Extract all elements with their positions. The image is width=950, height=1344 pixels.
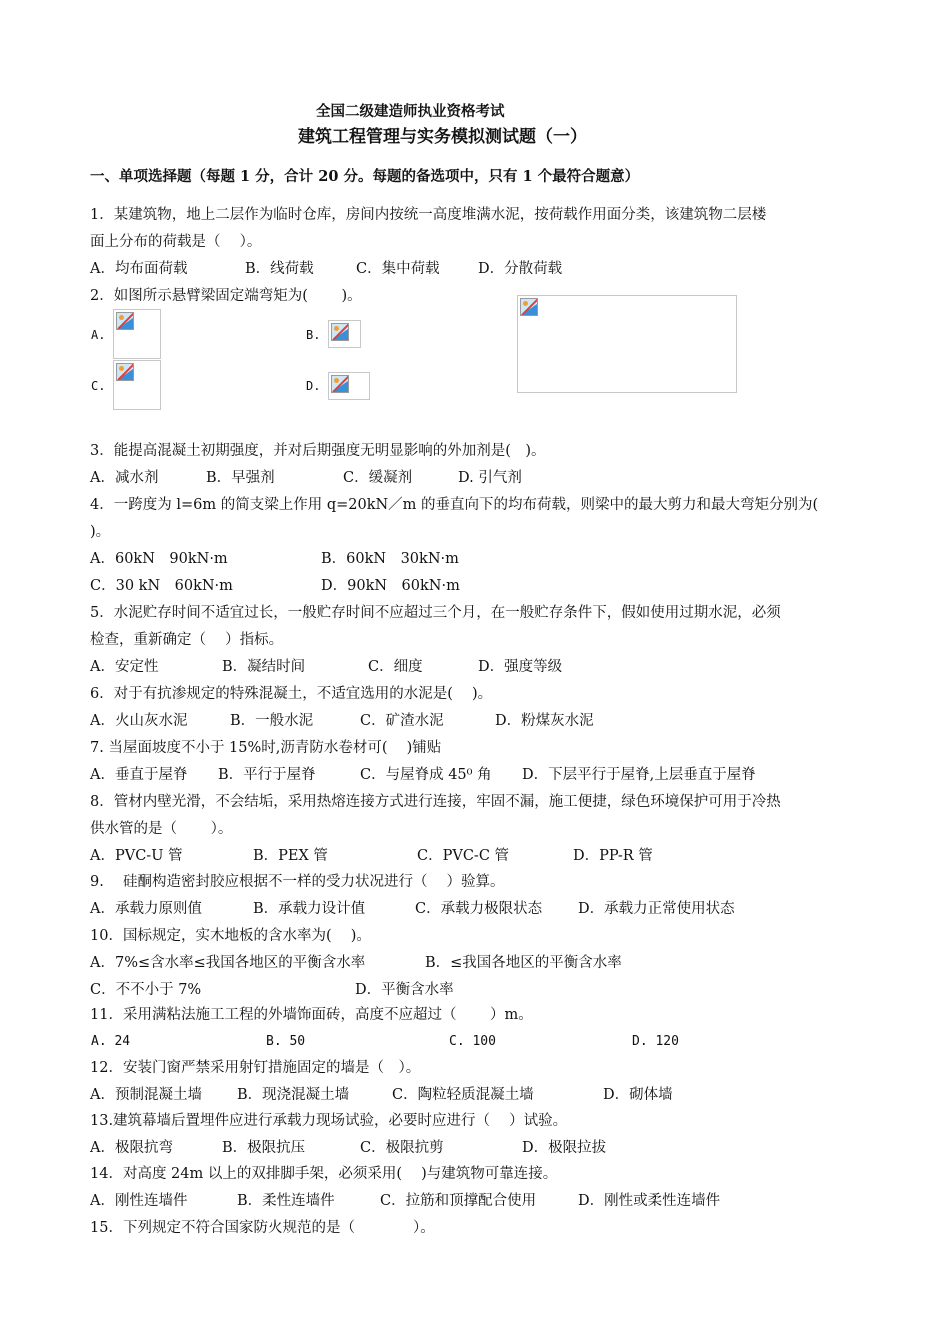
question-7-stem: 7. 当屋面坡度不小于 15%时,沥青防水卷材可( )铺贴 [90, 740, 442, 756]
q10-option-c: C．不不小于 7% [90, 982, 202, 998]
question-15-stem: 15．下列规定不符合国家防火规范的是（ ）。 [90, 1220, 435, 1236]
q6-option-a: A．火山灰水泥 [90, 713, 188, 729]
question-5-stem: 5．水泥贮存时间不适宜过长，一般贮存时间不应超过三个月，在一般贮存条件下，假如使用过期水泥，必须 [90, 605, 781, 621]
q9-option-d: D．承载力正常使用状态 [578, 901, 735, 917]
q4-option-a: A．60kN 90kN·m [90, 551, 228, 567]
q6-option-b: B．一般水泥 [230, 713, 314, 729]
q3-option-a: A．减水剂 [90, 470, 159, 486]
q11-option-c: C. 100 [449, 1034, 496, 1049]
q2-option-b: B. [306, 328, 321, 342]
q1-option-d: D．分散荷载 [478, 261, 563, 277]
broken-image-icon [116, 363, 134, 381]
q2-option-d: D. [306, 379, 321, 393]
q13-option-b: B．极限抗压 [222, 1140, 306, 1156]
q3-option-b: B．早强剂 [206, 470, 275, 486]
q7-option-b: B．平行于屋脊 [218, 767, 316, 783]
broken-image-icon [331, 323, 349, 341]
q11-option-d: D. 120 [632, 1034, 679, 1049]
question-6-stem: 6．对于有抗渗规定的特殊混凝土，不适宜选用的水泥是( )。 [90, 686, 493, 702]
q10-option-a: A．7%≤含水率≤我国各地区的平衡含水率 [90, 955, 366, 971]
paper-title: 建筑工程管理与实务模拟测试题（一） [298, 127, 587, 147]
q8-option-d: D．PP-R 管 [573, 848, 653, 864]
broken-image-icon [116, 312, 134, 330]
q5-option-d: D．强度等级 [478, 659, 563, 675]
question-10-stem: 10．国标规定，实木地板的含水率为( )。 [90, 928, 371, 944]
q8-option-c: C．PVC-C 管 [417, 848, 510, 864]
question-9-stem: 9. 硅酮构造密封胶应根据不一样的受力状况进行（ ）验算。 [90, 874, 505, 890]
q8-option-a: A．PVC-U 管 [90, 848, 183, 864]
q5-option-a: A．安定性 [90, 659, 159, 675]
q5-option-b: B．凝结时间 [222, 659, 306, 675]
q2-option-d-figure [328, 372, 370, 400]
q13-option-a: A．极限抗弯 [90, 1140, 173, 1156]
q9-option-a: A．承载力原则值 [90, 901, 202, 917]
q1-option-b: B．线荷载 [245, 261, 314, 277]
broken-image-icon [331, 375, 349, 393]
q10-option-d: D．平衡含水率 [355, 982, 454, 998]
q2-option-b-figure [328, 320, 361, 348]
q10-option-b: B．≤我国各地区的平衡含水率 [425, 955, 622, 971]
q4-option-d: D．90kN 60kN·m [321, 578, 460, 594]
q7-option-d: D．下层平行于屋脊,上层垂直于屋脊 [522, 767, 756, 783]
q7-option-a: A．垂直于屋脊 [90, 767, 188, 783]
q14-option-b: B．柔性连墙件 [237, 1193, 335, 1209]
q2-option-c-figure [113, 360, 161, 410]
q9-option-c: C．承载力极限状态 [415, 901, 543, 917]
exam-name: 全国二级建造师执业资格考试 [316, 103, 505, 120]
q5-option-c: C．细度 [368, 659, 423, 675]
q4-option-c: C．30 kN 60kN·m [90, 578, 233, 594]
q14-option-a: A．刚性连墙件 [90, 1193, 188, 1209]
q6-option-c: C．矿渣水泥 [360, 713, 444, 729]
q12-option-b: B．现浇混凝土墙 [237, 1087, 350, 1103]
q7-option-c: C．与屋脊成 45⁰ 角 [360, 767, 492, 783]
question-2-stem: 2．如图所示悬臂梁固定端弯矩为( )。 [90, 288, 362, 304]
q1-option-a: A．均布面荷载 [90, 261, 188, 277]
q14-option-d: D．刚性或柔性连墙件 [578, 1193, 721, 1209]
q12-option-c: C．陶粒轻质混凝土墙 [392, 1087, 534, 1103]
q8-option-b: B．PEX 管 [253, 848, 328, 864]
question-8-stem: 8．管材内壁光滑，不会结垢，采用热熔连接方式进行连接，牢固不漏，施工便捷，绿色环境保护可用于冷热 [90, 794, 781, 810]
question-4-stem-cont: )。 [90, 524, 111, 540]
question-13-stem: 13.建筑幕墙后置埋件应进行承载力现场试验，必要时应进行（ ）试验。 [90, 1113, 568, 1129]
question-11-stem: 11．采用满粘法施工工程的外墙饰面砖，高度不应超过（ ）m。 [90, 1007, 533, 1023]
q2-option-a: A. [91, 328, 106, 342]
q3-option-d: D. 引气剂 [458, 470, 522, 486]
broken-image-icon [520, 298, 538, 316]
question-3-stem: 3．能提高混凝土初期强度，并对后期强度无明显影响的外加剂是( )。 [90, 443, 546, 459]
question-14-stem: 14．对高度 24m 以上的双排脚手架，必须采用( )与建筑物可靠连接。 [90, 1166, 558, 1182]
q6-option-d: D．粉煤灰水泥 [495, 713, 594, 729]
question-5-stem-cont: 检查，重新确定（ ）指标。 [90, 632, 284, 648]
question-1-stem: 1．某建筑物，地上二层作为临时仓库，房间内按统一高度堆满水泥，按荷载作用面分类，该建筑物二层楼 [90, 207, 767, 223]
q2-option-c: C. [91, 379, 106, 393]
q11-option-a: A. 24 [91, 1034, 131, 1049]
section-heading: 一、单项选择题（每题 1 分，合计 20 分。每题的备选项中，只有 1 个最符合题意） [90, 168, 640, 185]
q1-option-c: C．集中荷载 [356, 261, 440, 277]
q12-option-a: A．预制混凝土墙 [90, 1087, 202, 1103]
q13-option-c: C．极限抗剪 [360, 1140, 444, 1156]
q3-option-c: C．缓凝剂 [343, 470, 413, 486]
question-12-stem: 12．安装门窗严禁采用射钉措施固定的墙是（ ）。 [90, 1060, 421, 1076]
q14-option-c: C．拉筋和顶撑配合使用 [380, 1193, 537, 1209]
q12-option-d: D．砌体墙 [603, 1087, 673, 1103]
question-4-stem: 4．一跨度为 l=6m 的简支梁上作用 q=20kN／m 的垂直向下的均布荷载，则梁中的最大剪力和最大弯矩分别为( [90, 497, 819, 513]
q9-option-b: B．承载力设计值 [253, 901, 366, 917]
q11-option-b: B. 50 [266, 1034, 306, 1049]
question-1-stem-cont: 面上分布的荷载是（ ）。 [90, 234, 262, 250]
q4-option-b: B．60kN 30kN·m [321, 551, 459, 567]
question-8-stem-cont: 供水管的是（ ）。 [90, 821, 233, 837]
cantilever-beam-figure [517, 295, 737, 393]
q13-option-d: D．极限拉拔 [522, 1140, 607, 1156]
q2-option-a-figure [113, 309, 161, 359]
